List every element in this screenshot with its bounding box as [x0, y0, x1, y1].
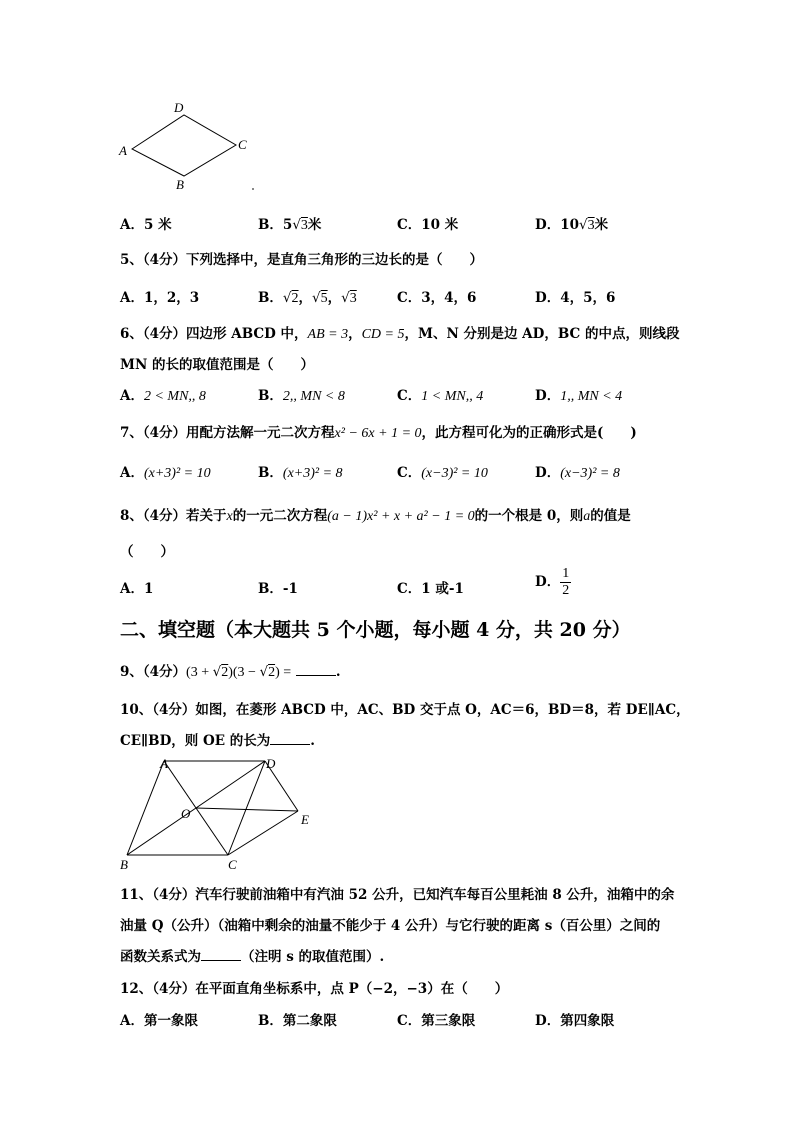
q12-option-d: D．第四象限 [535, 1013, 615, 1029]
q6-stem-line1: 6、（4分）四边形 ABCD 中，AB = 3，CD = 5，M、N 分别是边 AD，BC 的中点，则线段 [120, 326, 680, 342]
q6-option-d: D．1,, MN < 4 [535, 388, 623, 404]
q6-option-c: C．1 < MN,, 4 [397, 388, 484, 404]
label-a: A [119, 143, 127, 158]
q4-option-d: D．10√3米 [535, 217, 609, 233]
rhombus-figure [110, 98, 270, 198]
q11-line3: 函数关系式为 （注明 s 的取值范围）. [120, 949, 385, 965]
q5-option-b: B．√2，√5，√3 [258, 290, 357, 306]
q7-option-a: A．(x+3)² = 10 [120, 465, 211, 481]
q12-option-b: B．第二象限 [258, 1013, 337, 1029]
q4-option-c: C．10 米 [397, 217, 459, 233]
q8-stem: 8、（4分）若关于x的一元二次方程(a − 1)x² + x + a² − 1 = 0的一个根是 0，则a的值是 [120, 508, 631, 524]
q5-stem: 5、（4分）下列选择中，是直角三角形的三边长的是（ ） [120, 252, 484, 268]
q4-option-b: B．5√3米 [258, 217, 322, 233]
q8-option-d: D． $\frac{1}{2}$ [535, 566, 570, 598]
segment-oe [196, 808, 298, 811]
edge-cd [228, 761, 265, 855]
q11-line2: 油量 Q（公升）（油箱中剩余的油量不能少于 4 公升）与它行驶的距离 s（百公里）之间的 [120, 918, 661, 934]
label-d: D [266, 756, 276, 771]
label-b: B [120, 857, 128, 872]
q12-option-a: A．第一象限 [120, 1013, 198, 1029]
q10-line2: CE∥BD，则 OE 的长为 . [120, 733, 315, 749]
label-o: O [181, 806, 191, 821]
label-e: E [301, 812, 309, 827]
label-c: C [238, 137, 247, 152]
answer-blank[interactable] [270, 732, 310, 745]
q7-option-d: D．(x−3)² = 8 [535, 465, 620, 481]
label-d: D [174, 100, 184, 115]
q8-option-b: B．-1 [258, 581, 298, 597]
q6-stem-line2: MN 的长的取值范围是（ ） [120, 357, 314, 373]
q7-option-b: B．(x+3)² = 8 [258, 465, 343, 481]
q5-option-a: A．1，2，3 [120, 290, 200, 306]
q12-stem: 12、（4分）在平面直角坐标系中，点 P（−2，−3）在（ ） [120, 981, 509, 997]
q11-line1: 11、（4分）汽车行驶前油箱中有汽油 52 公升，已知汽车每百公里耗油 8 公升，油箱中的余 [120, 887, 675, 903]
label-c: C [228, 857, 237, 872]
q10-line1: 10、（4分）如图，在菱形 ABCD 中，AC、BD 交于点 O，AC＝6，BD＝8，若 DE∥AC， [120, 702, 690, 718]
q7-option-c: C．(x−3)² = 10 [397, 465, 488, 481]
q6-option-b: B．2,, MN < 8 [258, 388, 345, 404]
q12-option-c: C．第三象限 [397, 1013, 476, 1029]
segment-ce [228, 811, 298, 855]
q6-option-a: A．2 < MN,, 8 [120, 388, 206, 404]
fraction-half: $\frac{1}{2}$ [562, 566, 570, 598]
q7-stem: 7、（4分）用配方法解一元二次方程x² − 6x + 1 = 0，此方程可化为的正确形式是( ) [120, 425, 637, 441]
label-b: B [176, 177, 184, 192]
q4-option-a: A．5 米 [120, 217, 172, 233]
q8-option-c: C．1 或-1 [397, 581, 464, 597]
edge-ab [127, 761, 164, 855]
q9: 9、（4分）(3 + √2)(3 − √2) = . [120, 664, 341, 680]
answer-blank[interactable] [201, 948, 241, 961]
answer-blank[interactable] [296, 663, 336, 676]
q8-option-a: A．1 [120, 581, 154, 597]
section-2-title: 二、填空题（本大题共 5 个小题，每小题 4 分，共 20 分） [120, 619, 631, 641]
figure-dot [252, 188, 254, 190]
rhombus-shape [132, 115, 236, 176]
q5-option-c: C．3，4，6 [397, 290, 477, 306]
rhombus-figure-2 [112, 752, 322, 874]
q8-paren: （ ） [120, 544, 174, 560]
label-a: A [160, 756, 168, 771]
q5-option-d: D．4，5，6 [535, 290, 616, 306]
